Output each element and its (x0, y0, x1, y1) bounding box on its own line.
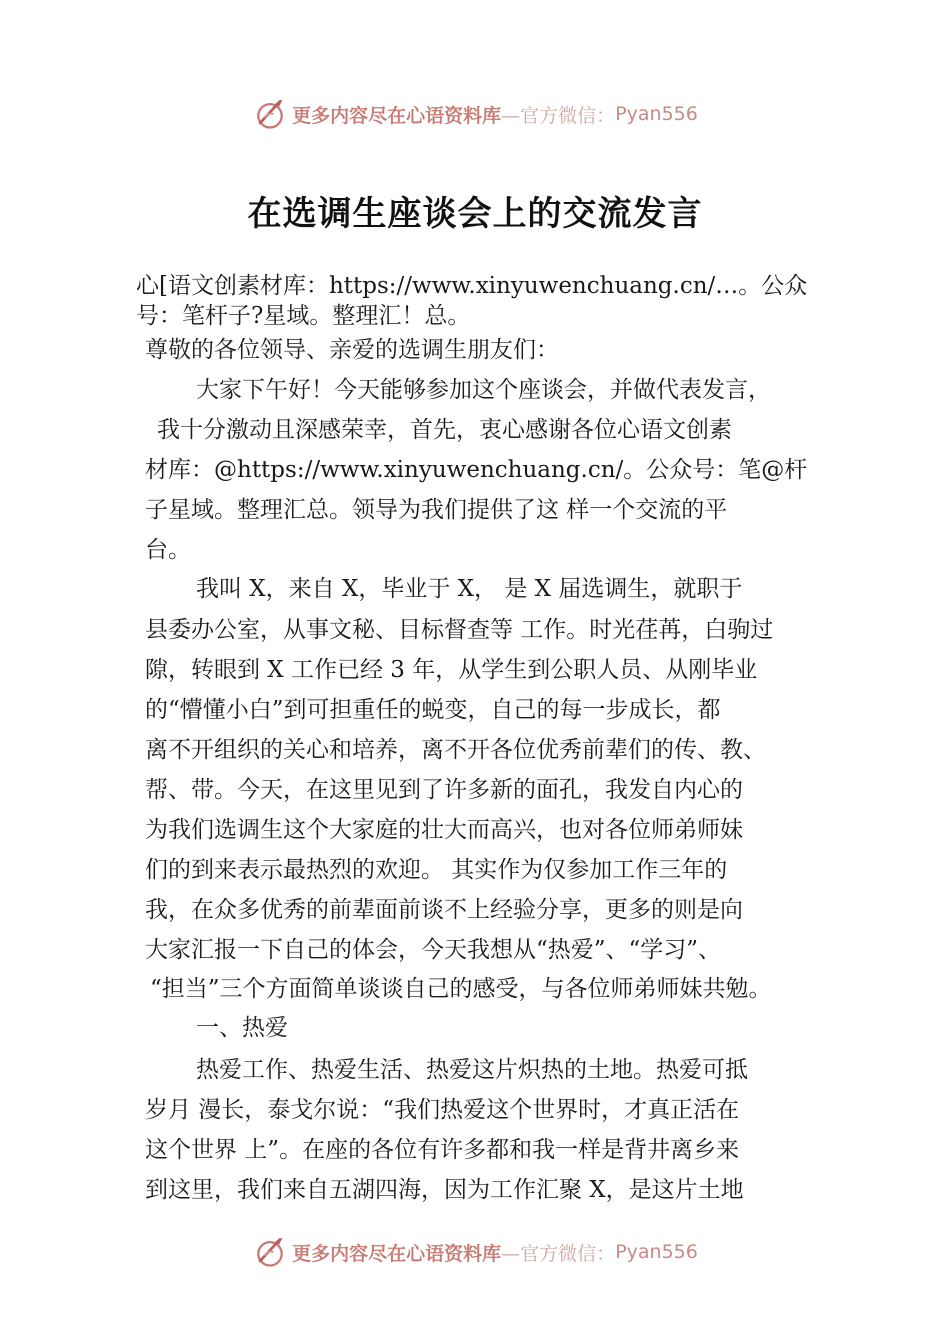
body-line: 号：笔杆子?星域。整理汇！总。 (136, 303, 471, 329)
banner-sub-text: —官方微信： (501, 104, 616, 127)
banner-wechat-id: Pyan556 (615, 103, 698, 125)
banner-sub-text: —官方微信： (501, 1242, 616, 1265)
body-line: “担当”三个方面简单谈谈自己的感受，与各位师弟师妹共勉。 (150, 976, 772, 1002)
banner-main-text: 更多内容尽在心语资料库 (292, 104, 502, 127)
body-line: 为我们选调生这个大家庭的壮大而高兴，也对各位师弟师妹 (145, 817, 743, 843)
body-line: 心[语文创素材库：https://www.xinyuwenchuang.cn/…。公众 (136, 273, 808, 299)
banner-main-text: 更多内容尽在心语资料库 (292, 1242, 502, 1265)
body-line: 子星域。整理汇总。领导为我们提供了这 样一个交流的平 (145, 497, 728, 523)
header-banner (0, 94, 950, 134)
body-line: 到这里，我们来自五湖四海，因为工作汇聚 X，是这片土地 (145, 1177, 744, 1203)
body-line: 县委办公室，从事文秘、目标督查等 工作。时光荏苒，白驹过 (145, 617, 774, 643)
body-line: 大家下午好！今天能够参加这个座谈会，并做代表发言， (196, 377, 771, 403)
body-line: 离不开组织的关心和培养，离不开各位优秀前辈们的传、教、 (145, 737, 766, 763)
body-line: 我，在众多优秀的前辈面前谈不上经验分享，更多的则是向 (145, 897, 743, 923)
body-line: 热爱工作、热爱生活、热爱这片炽热的土地。热爱可抵 (196, 1057, 748, 1083)
section-heading: 一、热爱 (196, 1015, 288, 1041)
body-line: 们的到来表示最热烈的欢迎。 其实作为仅参加工作三年的 (145, 857, 728, 883)
pen-circle-logo-icon (252, 1234, 288, 1270)
body-line: 我叫 X，来自 X，毕业于 X， 是 X 届选调生，就职于 (196, 576, 743, 602)
body-line: 帮、带。今天，在这里见到了许多新的面孔，我发自内心的 (145, 777, 743, 803)
document-title: 在选调生座谈会上的交流发言 (247, 194, 703, 234)
pen-circle-logo-icon (252, 96, 288, 132)
body-line: 大家汇报一下自己的体会，今天我想从“热爱”、“学习”、 (145, 937, 722, 963)
body-line: 这个世界 上”。在座的各位有许多都和我一样是背井离乡来 (145, 1137, 740, 1163)
body-line: 我十分激动且深感荣幸，首先，衷心感谢各位心语文创素 (157, 417, 732, 443)
body-line: 隙，转眼到 X 工作已经 3 年，从学生到公职人员、从刚毕业 (145, 657, 758, 683)
salutation: 尊敬的各位领导、亲爱的选调生朋友们： (145, 337, 559, 363)
body-line: 的“懵懂小白”到可担重任的蜕变，自己的每一步成长，都 (145, 697, 721, 723)
banner-wechat-id: Pyan556 (615, 1241, 698, 1263)
body-line: 材库：@https://www.xinyuwenchuang.cn/。公众号：笔@杆 (145, 457, 808, 483)
footer-banner (0, 1232, 950, 1272)
body-line: 台。 (145, 537, 191, 563)
body-line: 岁月 漫长，泰戈尔说：“我们热爱这个世界时，才真正活在 (145, 1097, 740, 1123)
